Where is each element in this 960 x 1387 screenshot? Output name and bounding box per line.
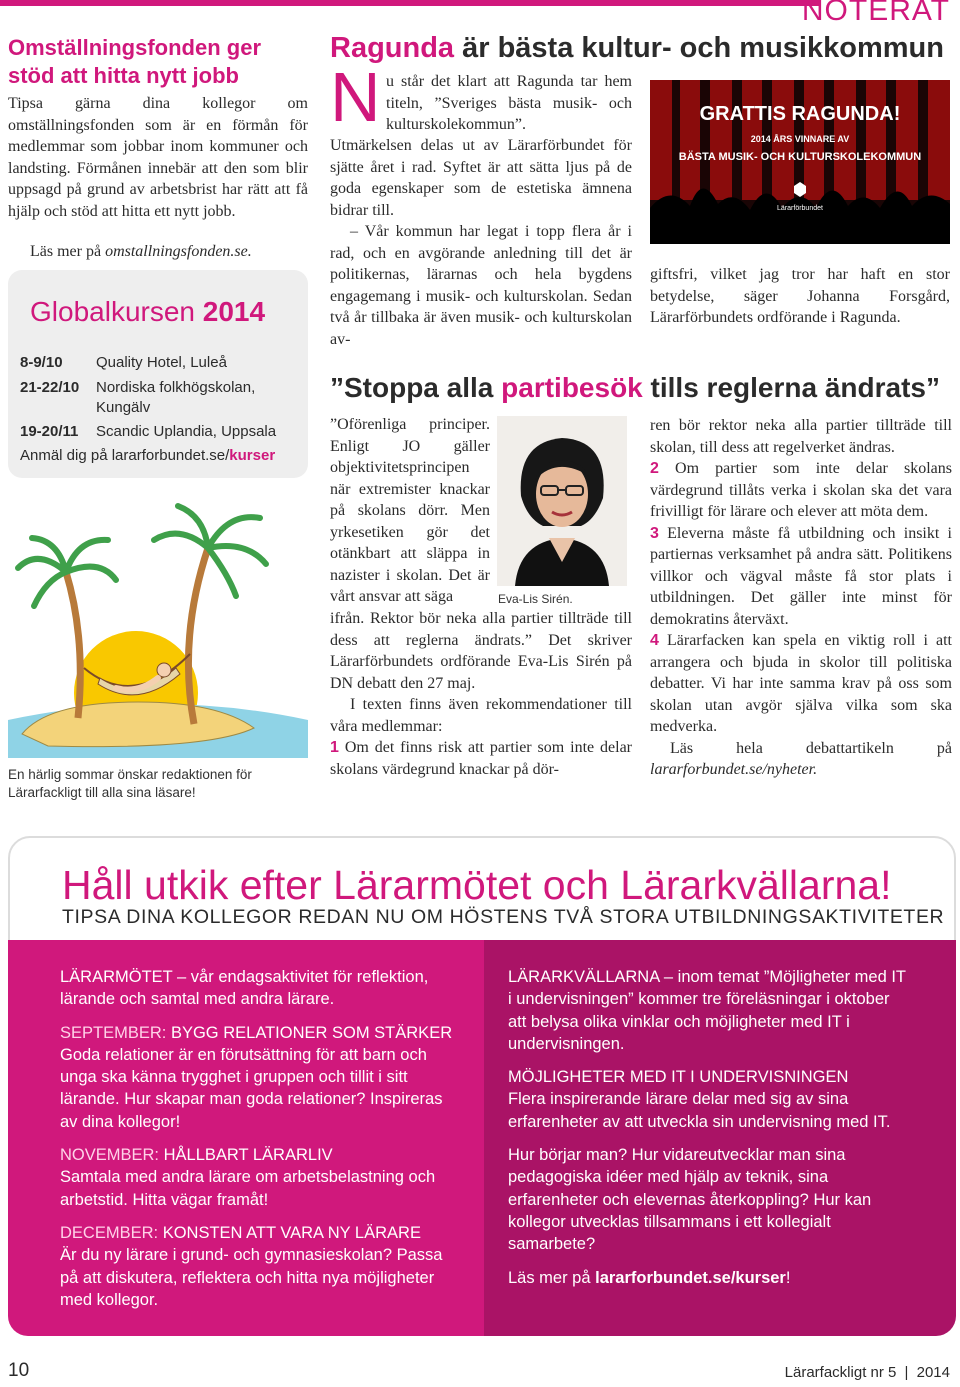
recommendation-text: Lärarfacken kan spela en viktig roll i att arrangera och bjuda in skolor till politiska debatter. Vi har inte samma krav på oss som skolan utan avgör själva vilka som ska medverka. (650, 632, 952, 735)
stoppa-recommendation (650, 630, 952, 738)
recommendation-text: Om partier som inte delar skolans värdegrund tillåts verka i skolan ska det vara frivilligt för lärare och elever att möta dem. (650, 460, 952, 520)
globalkurs-title-year: 2014 (202, 296, 266, 327)
lararkvallarna-read-more (508, 1267, 908, 1289)
session-month: DECEMBER: (60, 1223, 163, 1242)
globalkurs-date: 8-9/10 (20, 354, 63, 371)
illustration-caption: En härlig sommar önskar redaktionen för Lärarfackligt till alla sina läsare! (8, 767, 252, 800)
photo-line3: BÄSTA MUSIK- OCH KULTURSKOLEKOMMUN (678, 151, 922, 163)
photo-line2: 2014 ÅRS VINNARE AV (750, 134, 850, 144)
debattartikel-link[interactable]: lararforbundet.se/nyheter. (650, 761, 818, 778)
kurser-link[interactable]: lararforbundet.se/kurser (595, 1268, 786, 1287)
footer-year: 2014 (916, 1364, 950, 1381)
ragunda-dropcap: N (330, 58, 381, 136)
stoppa-recommendation (650, 523, 952, 631)
recommendation-number: 3 (650, 524, 659, 542)
lararmotet-session (60, 1222, 460, 1311)
ragunda-continued: giftsfri, vilket jag tror har haft en stor betydelse, säger Johanna Forsgård, Lärarförbundets ordförande i Ragunda. (650, 266, 950, 326)
stoppa-recommendation (650, 458, 952, 523)
stoppa-read-more-prefix: Läs hela debattartikeln på (670, 739, 952, 757)
ragunda-headline-rest: är bästa kultur- och musikkommun (454, 32, 944, 64)
lararmotet-session (60, 1144, 460, 1211)
ragunda-body (330, 135, 632, 350)
portrait-caption: Eva-Lis Sirén. (498, 592, 573, 606)
globalkurs-signup-prefix: Anmäl dig på lararforbundet.se/ (20, 447, 230, 464)
stoppa-read-more (650, 738, 952, 781)
lararkvallarna-read-more-suffix: ! (785, 1268, 791, 1287)
lararkvallarna-text (508, 966, 908, 1300)
stoppa-column1 (330, 608, 632, 780)
footer-magazine-name: Lärarfackligt nr 5 (784, 1364, 897, 1381)
session-title: HÅLLBART LÄRARLIV (163, 1146, 333, 1165)
top-rule (0, 0, 820, 6)
session-body: Samtala med andra lärare om arbetsbelastning och arbetstid. Hitta vägar framåt! (60, 1168, 436, 1209)
globalkurs-signup (20, 447, 275, 464)
footer-magazine (785, 1364, 950, 1381)
lararmotet-text (60, 966, 460, 1322)
session-body: Är du ny lärare i grund- och gymnasieskolan? Passa på att diskutera, reflektera och hitta nya möjligheter med kollegor. (60, 1246, 443, 1309)
stoppa-intro: ”Oförenliga principer. Enligt JO gäller objektivitetsprincipen när extremister knackar på skolans dörr. Men yrkesetiken gör det otänkbart att släppa in nazister i skolan. Det är vårt ansvar att säga (330, 416, 490, 605)
footer-divider: | (904, 1364, 909, 1381)
stoppa-paragraph: ren bör rektor neka alla partier tillträde till skolan, till dess att regelverket ändras. (650, 417, 952, 456)
lararkvallarna-body: Flera inspirerande lärare delar med sig av sina erfarenheter av att utveckla sin undervisning med IT. (508, 1090, 891, 1131)
recommendation-number: 1 (330, 739, 339, 756)
globalkurs-place: Scandic Uplandia, Uppsala (96, 423, 277, 440)
photo-line1: GRATTIS RAGUNDA! (699, 103, 901, 125)
ragunda-photo (650, 80, 950, 244)
photo-logo-text: Lärarförbundet (777, 205, 823, 212)
section-label: NOTERAT (801, 0, 950, 27)
stoppa-headline-accent: partibesök (501, 372, 643, 403)
ragunda-paragraph: – Vår kommun har legat i topp flera år i rad, och en avgörande anledning till det är politikernas, lärarnas och hela bygdens engagemang i musik- och kulturskolan. Sedan två år tillbaka är även musik- och kulturskolan av- (330, 223, 632, 348)
left-read-more-prefix: Läs mer på (30, 243, 106, 260)
stoppa-headline (330, 372, 940, 404)
stoppa-recommendation (330, 737, 632, 780)
stoppa-headline-part1: ”Stoppa alla (330, 372, 502, 403)
lararmotet-intro: LÄRARMÖTET – vår endagsaktivitet för reflektion, lärande och samtal med andra lärare. (60, 968, 429, 1009)
left-body: Tipsa gärna dina kollegor om omställningsfonden som är en förmån för medlemmar som jobbar inom kommuner och landsting. Förmånen innebär att den som blir uppsagd på grund av arbetsbrist har rätt att få hjälp och stöd att hitta ett nytt jobb. (8, 95, 308, 220)
island-illustration (8, 488, 308, 758)
omstallningsfonden-link[interactable]: omstallningsfonden.se. (105, 243, 252, 260)
lararkvallarna-intro: LÄRARKVÄLLARNA – inom temat ”Möjligheter med IT i undervisningen” kommer tre föreläsningar i oktober att belysa olika vinklar och möjligheter med IT i undervisningen. (508, 968, 906, 1053)
ragunda-paragraph: Utmärkelsen delas ut av Lärarförbundet för sjätte året i rad. Syftet är att sätta ljus på de goda egenskaper som de estetiska ämnena bidrar till. (330, 137, 632, 219)
left-headline-line2: stöd att hitta nytt jobb (8, 63, 239, 88)
stoppa-paragraph: ifrån. Rektor bör neka alla partier tillträde till dess att reglerna ändrats.” Det skriver Lärarförbundets ordförande Eva-Lis Sirén på DN debatt den 27 maj. (330, 610, 632, 692)
panel-title: Håll utkik efter Lärarmötet och Lärarkvällarna! (62, 862, 892, 908)
recommendation-text: Eleverna måste få utbildning och insikt i partiernas verksamhet på andra sätt. Politikens villkor och vägval måste få stor plats i utbildningen. Det gäller inte minst för demokratins återväxt. (650, 524, 952, 628)
globalkurs-place: Quality Hotel, Luleå (96, 354, 227, 371)
stoppa-paragraph: I texten finns även rekommendationer till våra medlemmar: (330, 696, 632, 735)
ragunda-headline (330, 32, 944, 65)
session-title: BYGG RELATIONER SOM STÄRKER (170, 1023, 453, 1042)
globalkurs-place: Nordiska folkhögskolan, Kungälv (96, 379, 256, 416)
session-month: SEPTEMBER: (60, 1023, 171, 1042)
session-body: Goda relationer är en förutsättning för att barn och unga ska känna trygghet i gruppen och tillit i sitt lärande. Hur skapar man goda relationer? Inspireras av dina kollegor! (60, 1045, 443, 1131)
session-title: KONSTEN ATT VARA NY LÄRARE (162, 1223, 421, 1242)
recommendation-number: 2 (650, 460, 659, 477)
recommendation-number: 4 (650, 632, 659, 649)
lararkvallarna-heading: MÖJLIGHETER MED IT I UNDERVISNINGEN (508, 1068, 849, 1087)
lararmotet-session (60, 1022, 460, 1133)
panel-subtitle: TIPSA DINA KOLLEGOR REDAN NU OM HÖSTENS TVÅ STORA UTBILDNINGSAKTIVITETER (62, 906, 945, 928)
left-headline-line1: Omställningsfonden ger (8, 35, 262, 60)
lararkvallarna-read-more-prefix: Läs mer på (508, 1268, 596, 1287)
globalkurs-title (30, 296, 265, 328)
left-headline (8, 34, 308, 90)
stoppa-headline-part2: tills reglerna ändrats” (642, 372, 940, 403)
session-month: NOVEMBER: (60, 1146, 164, 1165)
lararkvallarna-section (508, 1066, 908, 1133)
globalkurs-date: 19-20/11 (20, 423, 79, 440)
ragunda-headline-accent: Ragunda (330, 32, 455, 64)
stoppa-column2 (650, 415, 952, 781)
globalkurs-title-word: Globalkursen (30, 296, 195, 327)
globalkurs-signup-link[interactable]: kurser (229, 447, 276, 464)
ragunda-lead: u står det klart att Ragunda tar hem titeln, ”Sveriges bästa musik- och kulturskolekommun”. (386, 73, 632, 133)
page-number: 10 (8, 1360, 30, 1381)
portrait-photo (497, 416, 627, 586)
left-read-more (30, 243, 310, 261)
globalkurs-date: 21-22/10 (20, 379, 80, 396)
recommendation-text: Om det finns risk att partier som inte delar skolans värdegrund knackar på dör- (330, 739, 632, 778)
lararkvallarna-paragraph: Hur börjar man? Hur vidareutvecklar man sina pedagogiska idéer med hjälp av teknik, sina erfarenheter och elevernas återkoppling? Hur kan kollegor utvecklas tillsammans i ett kollegialt samarbete? (508, 1146, 872, 1254)
